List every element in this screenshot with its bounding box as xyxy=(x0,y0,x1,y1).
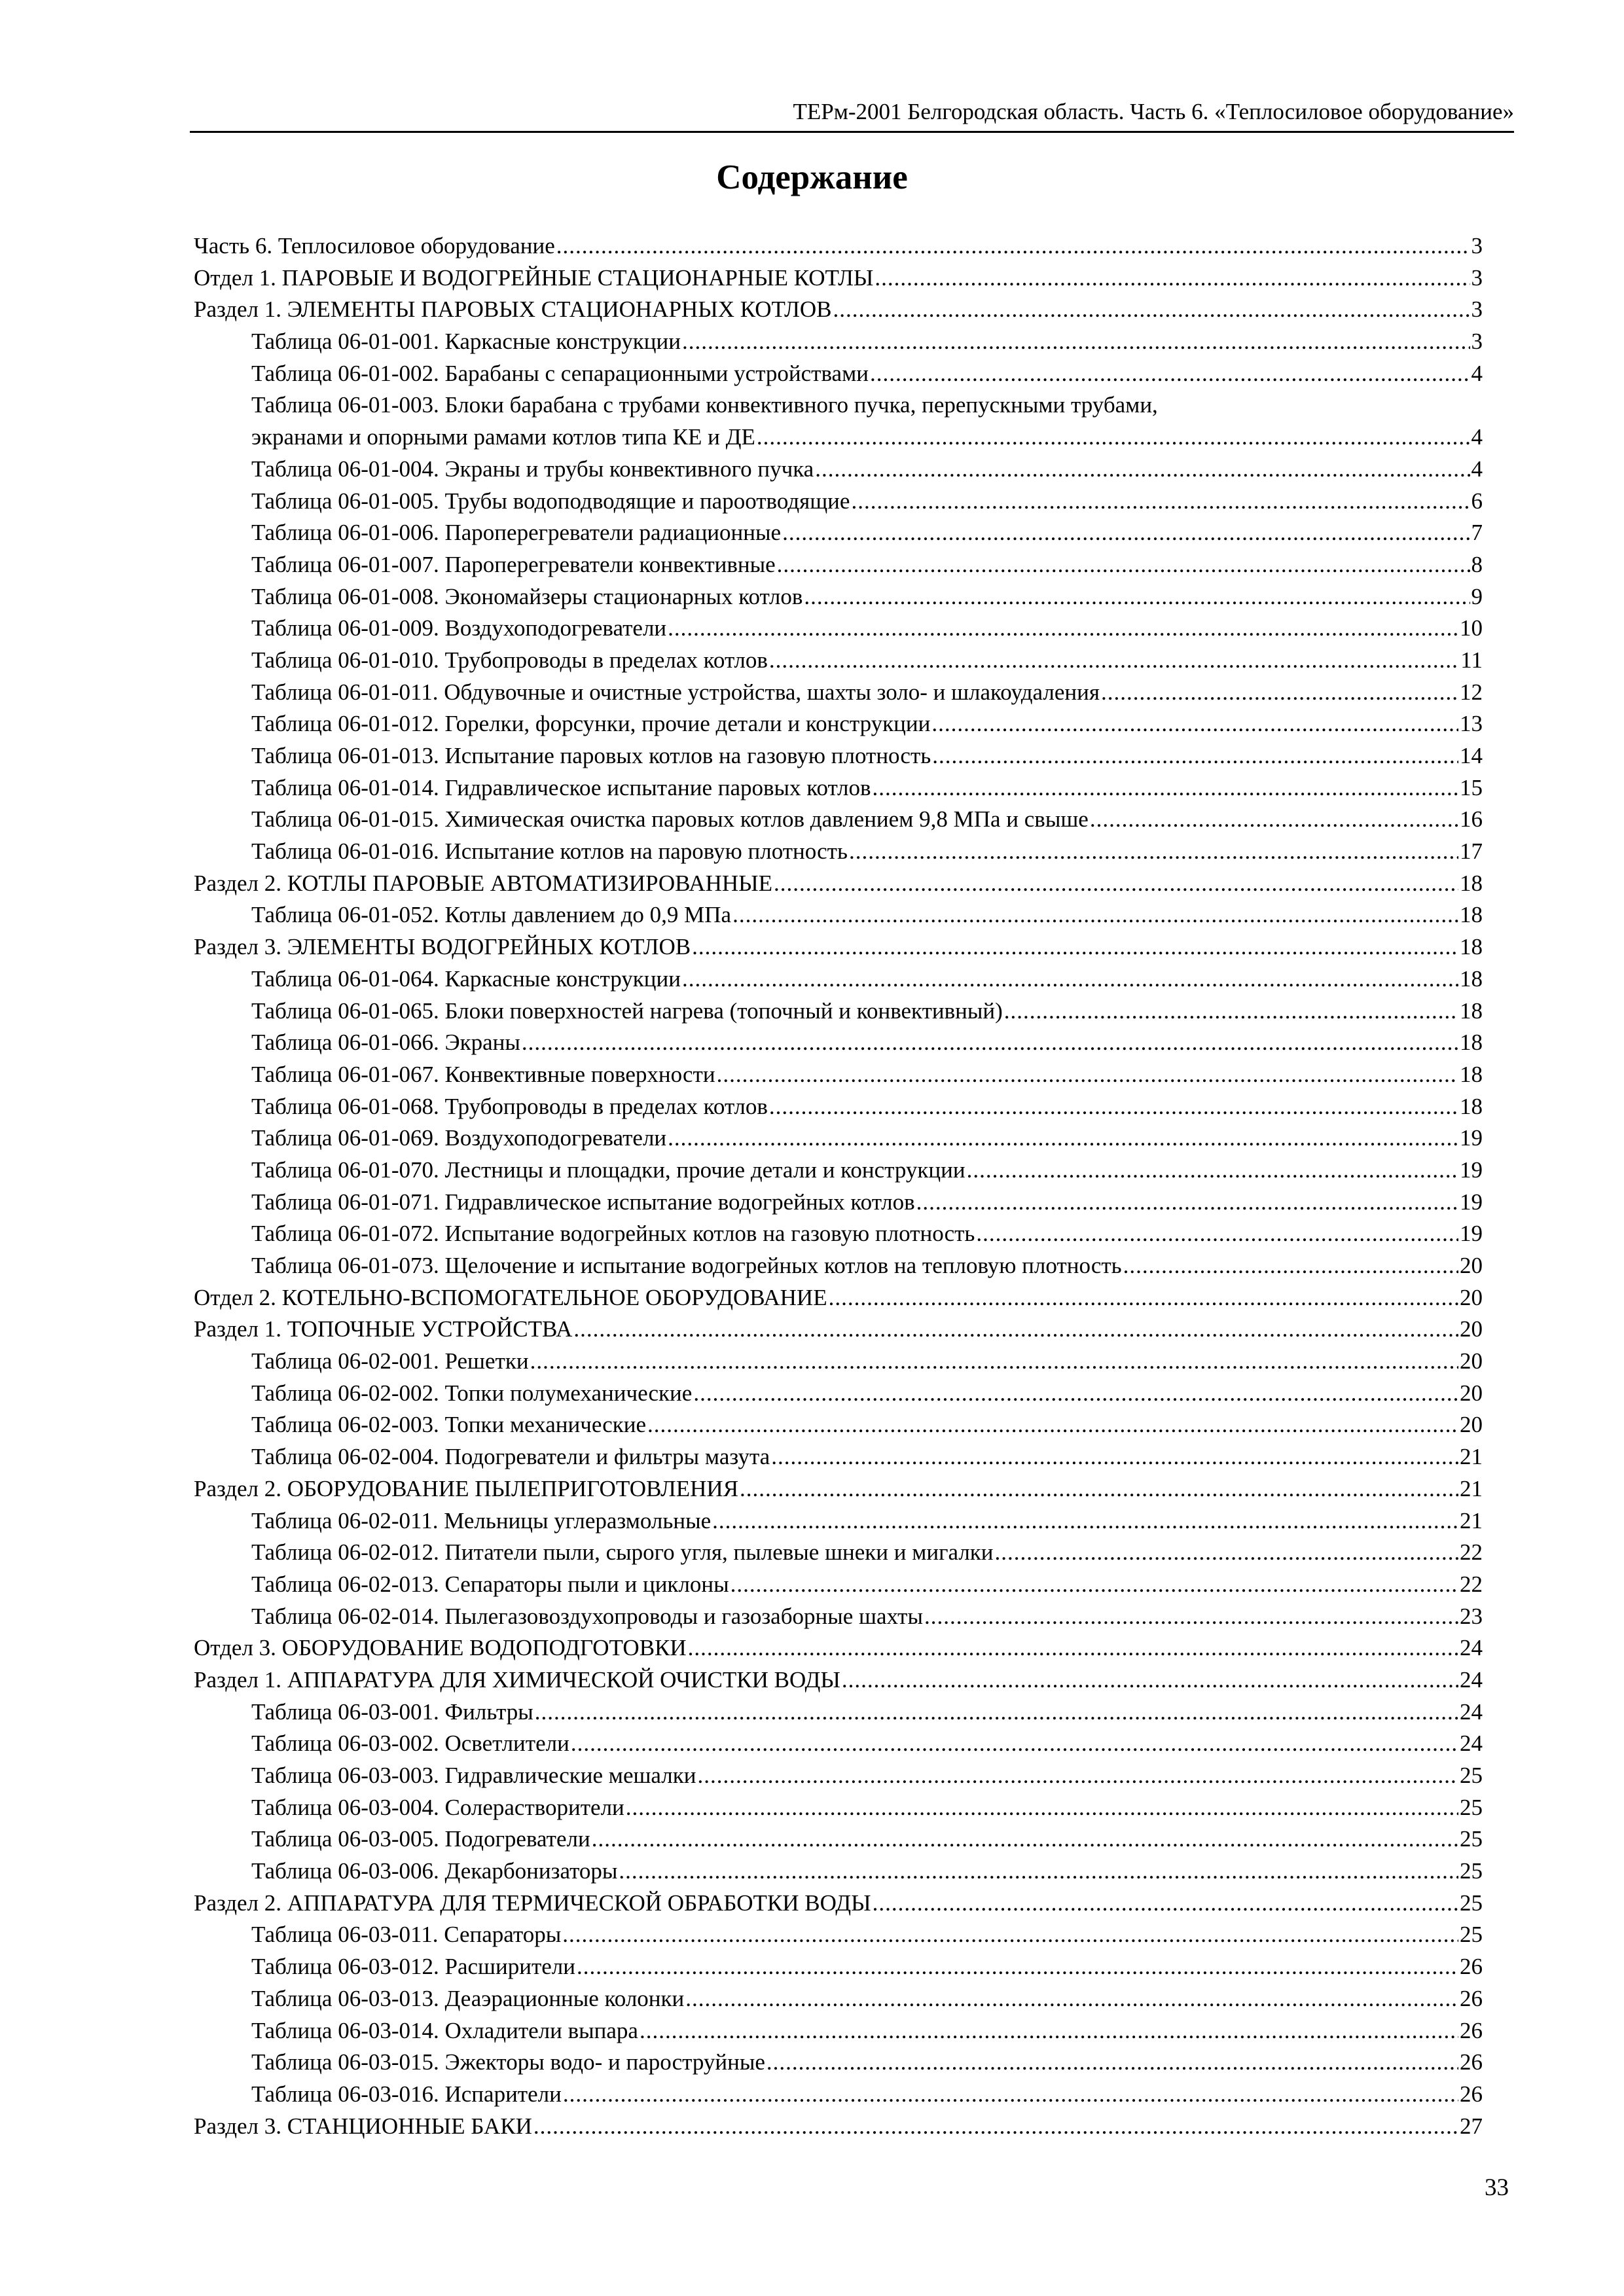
toc-dot-leader xyxy=(712,1505,1458,1537)
toc-dot-leader xyxy=(916,1187,1458,1219)
toc-dot-leader xyxy=(924,1601,1458,1633)
toc-entry-page: 19 xyxy=(1460,1221,1483,1247)
toc-entry-page: 26 xyxy=(1460,2049,1483,2075)
toc-entry-title: Таблица 06-03-006. Декарбонизаторы xyxy=(251,1858,618,1884)
toc-entry[interactable] xyxy=(194,1569,1483,1601)
toc-entry-title: Таблица 06-02-014. Пылегазовоздухопроводы и газозаборные шахты xyxy=(251,1603,923,1629)
toc-entry[interactable] xyxy=(194,1632,1483,1664)
toc-entry[interactable] xyxy=(194,1346,1483,1378)
toc-dot-leader xyxy=(849,836,1458,868)
toc-entry-page: 26 xyxy=(1460,1954,1483,1980)
toc-entry-page: 25 xyxy=(1460,1858,1483,1884)
toc-entry[interactable] xyxy=(194,1951,1483,1983)
toc-entry-title: Таблица 06-01-016. Испытание котлов на паровую плотность xyxy=(251,838,848,865)
toc-entry[interactable] xyxy=(194,1187,1483,1219)
toc-dot-leader xyxy=(562,1919,1458,1951)
toc-entry-title: Таблица 06-01-066. Экраны xyxy=(251,1030,520,1056)
toc-entry-title: Таблица 06-02-003. Топки механические xyxy=(251,1412,647,1438)
toc-entry-page: 12 xyxy=(1460,679,1483,705)
toc-dot-leader xyxy=(967,1155,1458,1187)
toc-entry[interactable] xyxy=(194,1505,1483,1537)
toc-dot-leader xyxy=(875,262,1470,295)
toc-dot-leader xyxy=(842,1664,1458,1696)
toc-entry-page: 24 xyxy=(1460,1635,1483,1661)
toc-entry-title: Таблица 06-01-011. Обдувочные и очистные устройства, шахты золо- и шлакоудаления xyxy=(251,679,1100,705)
toc-entry[interactable] xyxy=(194,422,1483,454)
toc-dot-leader xyxy=(692,931,1458,963)
toc-dot-leader xyxy=(931,708,1458,740)
toc-dot-leader xyxy=(563,2079,1458,2111)
toc-entry[interactable] xyxy=(194,1250,1483,1282)
toc-entry-page: 18 xyxy=(1460,1061,1483,1087)
toc-entry-page: 22 xyxy=(1460,1539,1483,1566)
toc-entry-page: 4 xyxy=(1471,424,1483,450)
toc-entry[interactable] xyxy=(194,2047,1483,2079)
toc-entry-title: Раздел 1. ЭЛЕМЕНТЫ ПАРОВЫХ СТАЦИОНАРНЫХ КОТЛОВ xyxy=(194,296,832,323)
toc-dot-leader xyxy=(535,1696,1458,1729)
toc-entry[interactable] xyxy=(194,963,1483,996)
toc-dot-leader xyxy=(872,772,1458,804)
toc-dot-leader xyxy=(740,1473,1458,1505)
toc-entry-title: Таблица 06-03-002. Осветлители xyxy=(251,1731,569,1757)
toc-entry-page: 19 xyxy=(1460,1157,1483,1183)
toc-dot-leader xyxy=(767,2047,1458,2079)
toc-entry-title: Таблица 06-03-013. Деаэрационные колонки xyxy=(251,1985,685,2011)
toc-entry-title: Таблица 06-01-067. Конвективные поверхности xyxy=(251,1061,715,1087)
toc-entry[interactable] xyxy=(194,1091,1483,1123)
toc-entry-page: 20 xyxy=(1460,1412,1483,1438)
toc-entry[interactable] xyxy=(194,2079,1483,2111)
toc-entry[interactable] xyxy=(194,1409,1483,1441)
toc-entry[interactable] xyxy=(194,389,1483,422)
toc-entry[interactable] xyxy=(194,1027,1483,1059)
toc-entry-page: 9 xyxy=(1471,583,1483,609)
toc-entry-page: 20 xyxy=(1460,1253,1483,1278)
toc-entry[interactable] xyxy=(194,677,1483,709)
toc-entry-title: Таблица 06-01-004. Экраны и трубы конвективного пучка xyxy=(251,456,814,482)
toc-dot-leader xyxy=(626,1792,1458,1824)
toc-entry[interactable] xyxy=(194,1664,1483,1696)
toc-dot-leader xyxy=(688,1632,1458,1664)
toc-dot-leader xyxy=(640,2015,1458,2047)
toc-entry-title: Таблица 06-01-005. Трубы водоподводящие и пароотводящие xyxy=(251,488,850,514)
toc-entry-page: 15 xyxy=(1460,774,1483,800)
toc-entry-title: Раздел 3. СТАНЦИОННЫЕ БАКИ xyxy=(194,2113,532,2139)
toc-entry[interactable] xyxy=(194,804,1483,836)
toc-dot-leader xyxy=(668,613,1458,645)
toc-entry-page: 8 xyxy=(1471,551,1483,577)
toc-entry-page: 22 xyxy=(1460,1571,1483,1597)
toc-entry[interactable] xyxy=(194,1218,1483,1250)
toc-entry-page: 25 xyxy=(1460,1794,1483,1820)
toc-entry[interactable] xyxy=(194,358,1483,390)
toc-dot-leader xyxy=(573,1314,1458,1346)
toc-entry-title: Отдел 1. ПАРОВЫЕ И ВОДОГРЕЙНЫЕ СТАЦИОНАРНЫЕ КОТЛЫ xyxy=(194,264,874,291)
toc-entry[interactable] xyxy=(194,613,1483,645)
toc-entry[interactable] xyxy=(194,931,1483,963)
toc-entry-title: Таблица 06-01-001. Каркасные конструкции xyxy=(251,329,681,355)
toc-entry-page: 21 xyxy=(1460,1475,1483,1501)
toc-dot-leader xyxy=(717,1059,1458,1091)
toc-dot-leader xyxy=(769,645,1459,677)
toc-entry[interactable] xyxy=(194,517,1483,549)
toc-entry-title: Таблица 06-01-015. Химическая очистка паровых котлов давлением 9,8 МПа и свыше xyxy=(251,806,1089,833)
toc-dot-leader xyxy=(556,230,1470,262)
toc-entry[interactable] xyxy=(194,1728,1483,1760)
toc-entry-page: 16 xyxy=(1460,806,1483,833)
toc-entry-title: Таблица 06-03-004. Солерастворители xyxy=(251,1794,624,1820)
toc-entry-page: 4 xyxy=(1471,360,1483,386)
toc-dot-leader xyxy=(1004,996,1458,1028)
toc-entry[interactable] xyxy=(194,549,1483,581)
toc-entry-title: Таблица 06-03-003. Гидравлические мешалки xyxy=(251,1763,696,1788)
toc-entry-page: 18 xyxy=(1460,965,1483,992)
running-header xyxy=(190,97,1514,133)
toc-entry-title: Таблица 06-01-070. Лестницы и площадки, прочие детали и конструкции xyxy=(251,1157,965,1183)
toc-entry[interactable] xyxy=(194,326,1483,358)
toc-entry-title: Раздел 2. ОБОРУДОВАНИЕ ПЫЛЕПРИГОТОВЛЕНИЯ xyxy=(194,1475,739,1501)
toc-entry[interactable] xyxy=(194,1441,1483,1473)
toc-dot-leader xyxy=(530,1346,1458,1378)
toc-entry-page: 18 xyxy=(1460,934,1483,960)
toc-entry-title: Таблица 06-01-009. Воздухоподогреватели xyxy=(251,615,667,641)
toc-entry[interactable] xyxy=(194,1059,1483,1091)
toc-entry-page: 6 xyxy=(1471,488,1483,514)
toc-entry-title: Таблица 06-03-012. Расширители xyxy=(251,1954,575,1980)
toc-entry-title: Таблица 06-01-069. Воздухоподогреватели xyxy=(251,1125,667,1151)
toc-entry-title: Таблица 06-01-007. Пароперегреватели конвективные xyxy=(251,551,776,577)
toc-dot-leader xyxy=(782,517,1470,549)
toc-entry-page: 18 xyxy=(1460,1093,1483,1119)
toc-dot-leader xyxy=(1101,677,1458,709)
toc-entry[interactable] xyxy=(194,262,1483,295)
toc-entry-title: Таблица 06-01-072. Испытание водогрейных котлов на газовую плотность xyxy=(251,1221,975,1247)
toc-entry-title: Таблица 06-03-011. Сепараторы xyxy=(251,1922,562,1948)
toc-entry-title: Таблица 06-01-010. Трубопроводы в пределах котлов xyxy=(251,647,768,673)
toc-dot-leader xyxy=(995,1537,1458,1569)
toc-entry-page: 25 xyxy=(1460,1763,1483,1788)
toc-entry-page: 7 xyxy=(1471,520,1483,546)
toc-entry-title: Раздел 3. ЭЛЕМЕНТЫ ВОДОГРЕЙНЫХ КОТЛОВ xyxy=(194,934,691,960)
toc-entry-title: Раздел 1. АППАРАТУРА ДЛЯ ХИМИЧЕСКОЙ ОЧИСТКИ ВОДЫ xyxy=(194,1666,840,1693)
toc-entry[interactable] xyxy=(194,1983,1483,2015)
toc-entry-page: 27 xyxy=(1460,2113,1483,2139)
toc-entry-page: 25 xyxy=(1460,1890,1483,1916)
toc-entry[interactable] xyxy=(194,1601,1483,1633)
toc-dot-leader xyxy=(685,1983,1458,2015)
toc-entry-page: 17 xyxy=(1460,838,1483,865)
toc-dot-leader xyxy=(647,1409,1458,1441)
toc-entry-title: Таблица 06-01-003. Блоки барабана с трубами конвективного пучка, перепускными трубами, xyxy=(251,392,1158,418)
toc-dot-leader xyxy=(870,358,1470,390)
toc-entry-page: 20 xyxy=(1460,1348,1483,1374)
toc-dot-leader xyxy=(777,549,1470,581)
toc-entry[interactable] xyxy=(194,1760,1483,1792)
toc-dot-leader xyxy=(571,1728,1458,1760)
toc-entry-title: Таблица 06-01-052. Котлы давлением до 0,9 МПа xyxy=(251,902,732,928)
running-header-text: ТЕРм-2001 Белгородская область. Часть 6. «Теплосиловое оборудование» xyxy=(793,99,1514,124)
toc-entry-title: Таблица 06-03-014. Охладители выпара xyxy=(251,2017,638,2043)
toc-entry-title: Отдел 3. ОБОРУДОВАНИЕ ВОДОПОДГОТОВКИ xyxy=(194,1635,687,1661)
toc-dot-leader xyxy=(829,1282,1458,1314)
toc-entry[interactable] xyxy=(194,1856,1483,1888)
toc-dot-leader xyxy=(771,1441,1458,1473)
toc-entry-title: Раздел 2. АППАРАТУРА ДЛЯ ТЕРМИЧЕСКОЙ ОБРАБОТКИ ВОДЫ xyxy=(194,1890,871,1916)
toc-entry-title: Таблица 06-02-012. Питатели пыли, сырого угля, пылевые шнеки и мигалки xyxy=(251,1539,994,1566)
toc-entry-page: 20 xyxy=(1460,1284,1483,1310)
toc-entry[interactable] xyxy=(194,1888,1483,1920)
toc-entry-page: 11 xyxy=(1460,647,1483,673)
toc-entry-page: 18 xyxy=(1460,870,1483,896)
toc-entry-page: 26 xyxy=(1460,2017,1483,2043)
toc-entry-page: 3 xyxy=(1471,329,1483,355)
toc-dot-leader xyxy=(693,1378,1458,1410)
toc-dot-leader xyxy=(1123,1250,1458,1282)
toc-entry-title: Таблица 06-01-006. Пароперегреватели радиационные xyxy=(251,520,782,546)
toc-entry[interactable] xyxy=(194,581,1483,613)
toc-dot-leader xyxy=(731,1569,1458,1601)
toc-entry[interactable] xyxy=(194,1473,1483,1505)
toc-entry-title: Отдел 2. КОТЕЛЬНО-ВСПОМОГАТЕЛЬНОЕ ОБОРУДОВАНИЕ xyxy=(194,1284,827,1310)
toc-entry-page: 20 xyxy=(1460,1380,1483,1406)
toc-dot-leader xyxy=(1090,804,1458,836)
toc-dot-leader xyxy=(932,740,1458,772)
toc-entry-page: 18 xyxy=(1460,902,1483,928)
toc-entry[interactable] xyxy=(194,899,1483,931)
toc-dot-leader xyxy=(804,581,1470,613)
toc-entry[interactable] xyxy=(194,708,1483,740)
toc-dot-leader xyxy=(815,454,1470,486)
toc-entry-page: 13 xyxy=(1460,711,1483,737)
toc-entry-title: Таблица 06-02-001. Решетки xyxy=(251,1348,529,1374)
toc-entry[interactable] xyxy=(194,1155,1483,1187)
toc-entry[interactable] xyxy=(194,1792,1483,1824)
toc-entry-title: Таблица 06-01-064. Каркасные конструкции xyxy=(251,965,681,992)
toc-dot-leader xyxy=(757,422,1470,454)
toc-entry[interactable] xyxy=(194,1282,1483,1314)
toc-entry[interactable] xyxy=(194,836,1483,868)
toc-entry[interactable] xyxy=(194,486,1483,518)
toc-dot-leader xyxy=(619,1856,1458,1888)
toc-dot-leader xyxy=(851,486,1470,518)
toc-entry[interactable] xyxy=(194,740,1483,772)
toc-entry-page: 18 xyxy=(1460,997,1483,1024)
toc-entry-page: 20 xyxy=(1460,1316,1483,1342)
toc-entry-page: 24 xyxy=(1460,1698,1483,1725)
toc-dot-leader xyxy=(682,326,1470,358)
page-title: Содержание xyxy=(716,158,908,196)
toc-entry[interactable] xyxy=(194,772,1483,804)
toc-dot-leader xyxy=(732,899,1458,931)
toc-entry-page: 26 xyxy=(1460,2081,1483,2107)
toc-entry-page: 21 xyxy=(1460,1444,1483,1470)
toc-entry-page: 25 xyxy=(1460,1826,1483,1852)
toc-entry-title: Таблица 06-01-071. Гидравлическое испытание водогрейных котлов xyxy=(251,1189,915,1215)
toc-entry[interactable] xyxy=(194,294,1483,326)
toc-entry-title: Таблица 06-01-008. Экономайзеры стационарных котлов xyxy=(251,583,803,609)
toc-entry-page: 23 xyxy=(1460,1603,1483,1629)
toc-entry[interactable] xyxy=(194,1919,1483,1951)
toc-dot-leader xyxy=(682,963,1458,996)
toc-entry[interactable] xyxy=(194,1122,1483,1155)
toc-entry-title: Раздел 1. ТОПОЧНЫЕ УСТРОЙСТВА xyxy=(194,1316,573,1342)
toc-entry-page: 3 xyxy=(1471,264,1483,291)
toc-entry-title: Таблица 06-01-012. Горелки, форсунки, прочие детали и конструкции xyxy=(251,711,931,737)
toc-entry-title: Раздел 2. КОТЛЫ ПАРОВЫЕ АВТОМАТИЗИРОВАННЫЕ xyxy=(194,870,773,896)
toc-entry-page: 14 xyxy=(1460,743,1483,768)
toc-entry-title: Таблица 06-01-013. Испытание паровых котлов на газовую плотность xyxy=(251,743,931,768)
toc-dot-leader xyxy=(833,294,1470,326)
toc-entry-title: Таблица 06-02-013. Сепараторы пыли и циклоны xyxy=(251,1571,729,1597)
toc-entry-page: 19 xyxy=(1460,1189,1483,1215)
toc-entry-title: Таблица 06-01-014. Гидравлическое испытание паровых котлов xyxy=(251,774,871,800)
toc-entry-title: экранами и опорными рамами котлов типа КЕ и ДЕ xyxy=(251,424,755,450)
toc-dot-leader xyxy=(533,2111,1458,2143)
toc-entry-title: Таблица 06-03-015. Эжекторы водо- и пароструйные xyxy=(251,2049,765,2075)
toc-entry-page: 18 xyxy=(1460,1030,1483,1056)
toc-dot-leader xyxy=(774,868,1458,900)
toc-entry-page: 21 xyxy=(1460,1507,1483,1534)
toc-entry-title: Таблица 06-03-001. Фильтры xyxy=(251,1698,533,1725)
toc-entry-page: 25 xyxy=(1460,1922,1483,1948)
toc-entry-title: Таблица 06-01-068. Трубопроводы в пределах котлов xyxy=(251,1093,768,1119)
toc-entry-page: 24 xyxy=(1460,1666,1483,1693)
toc-entry[interactable] xyxy=(194,230,1483,262)
toc-entry-title: Таблица 06-02-002. Топки полумеханические xyxy=(251,1380,693,1406)
page-number: 33 xyxy=(1485,2174,1509,2201)
toc-entry-page: 4 xyxy=(1471,456,1483,482)
toc-entry[interactable] xyxy=(194,1537,1483,1569)
toc-entry-page: 19 xyxy=(1460,1125,1483,1151)
toc-dot-leader xyxy=(522,1027,1458,1059)
toc-entry[interactable] xyxy=(194,454,1483,486)
toc-dot-leader xyxy=(668,1122,1458,1155)
toc-entry-page: 26 xyxy=(1460,1985,1483,2011)
toc-entry-page: 3 xyxy=(1471,296,1483,323)
toc-entry-title: Таблица 06-02-004. Подогреватели и фильтры мазута xyxy=(251,1444,770,1470)
toc-entry-page: 24 xyxy=(1460,1731,1483,1757)
toc-entry[interactable] xyxy=(194,2111,1483,2143)
toc-entry[interactable] xyxy=(194,868,1483,900)
toc-entry-title: Таблица 06-01-002. Барабаны с сепарационными устройствами xyxy=(251,360,869,386)
toc-entry[interactable] xyxy=(194,1696,1483,1729)
toc-entry-title: Часть 6. Теплосиловое оборудование xyxy=(194,233,555,259)
table-of-contents xyxy=(194,230,1483,2142)
toc-entry-title: Таблица 06-02-011. Мельницы углеразмольные xyxy=(251,1507,712,1534)
toc-entry-title: Таблица 06-01-073. Щелочение и испытание водогрейных котлов на тепловую плотность xyxy=(251,1253,1122,1278)
toc-entry-title: Таблица 06-03-005. Подогреватели xyxy=(251,1826,590,1852)
toc-entry[interactable] xyxy=(194,645,1483,677)
toc-dot-leader xyxy=(592,1823,1458,1856)
toc-entry[interactable] xyxy=(194,1823,1483,1856)
toc-dot-leader xyxy=(873,1888,1458,1920)
toc-entry-title: Таблица 06-01-065. Блоки поверхностей нагрева (топочный и конвективный) xyxy=(251,997,1003,1024)
toc-entry-title: Таблица 06-03-016. Испарители xyxy=(251,2081,562,2107)
toc-dot-leader xyxy=(577,1951,1458,1983)
toc-entry[interactable] xyxy=(194,1314,1483,1346)
toc-entry[interactable] xyxy=(194,996,1483,1028)
toc-entry[interactable] xyxy=(194,2015,1483,2047)
toc-dot-leader xyxy=(976,1218,1458,1250)
toc-entry-page: 3 xyxy=(1471,233,1483,259)
toc-entry-page: 10 xyxy=(1460,615,1483,641)
toc-entry[interactable] xyxy=(194,1378,1483,1410)
toc-dot-leader xyxy=(697,1760,1458,1792)
toc-dot-leader xyxy=(769,1091,1458,1123)
